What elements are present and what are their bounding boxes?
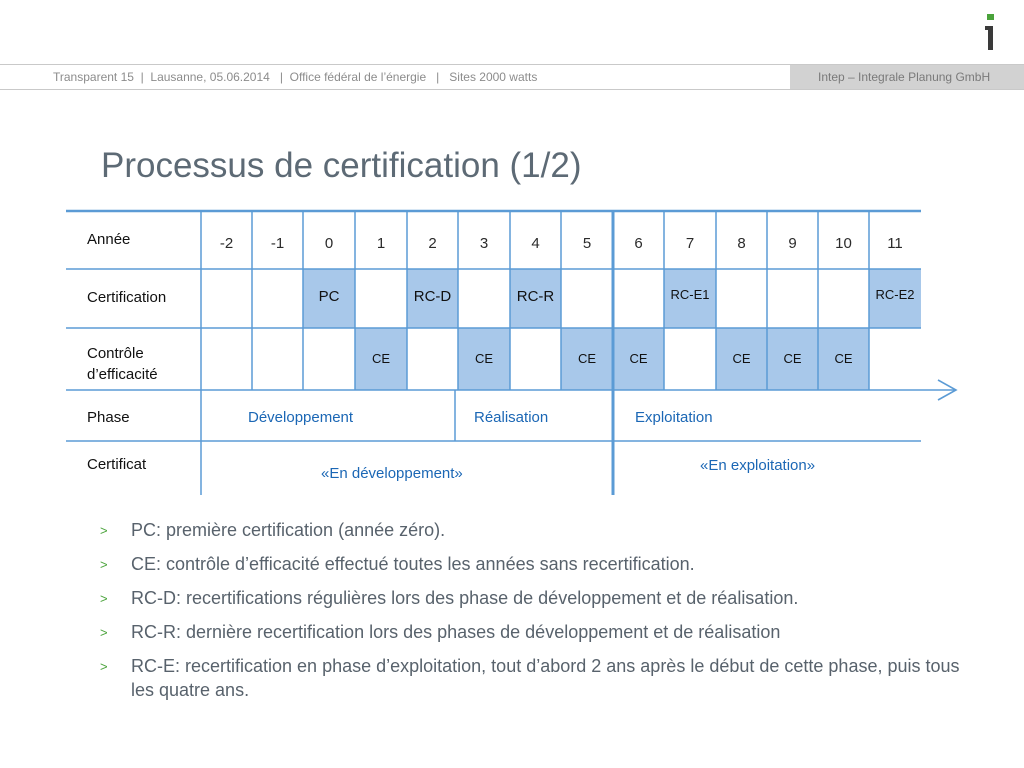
bullet-text: RC-R: dernière recertification lors des phases de développement et de réalisation — [131, 622, 781, 642]
cert-label: PC — [318, 288, 340, 305]
bullet-marker: > — [100, 557, 108, 572]
bullet-marker: > — [100, 591, 108, 606]
bullet-item — [100, 654, 980, 702]
cert-label: RC-E2 — [875, 287, 915, 302]
bullet-text: CE: contrôle d’efficacité effectué toutes les années sans recertification. — [131, 554, 695, 574]
slide-title: Processus de certification (1/2) — [101, 146, 582, 185]
ce-label: CE — [371, 351, 391, 366]
year-label: 3 — [479, 235, 489, 252]
company-name: Intep – Integrale Planung GmbH — [818, 70, 991, 84]
year-label: 1 — [376, 235, 386, 252]
year-label: -2 — [219, 235, 234, 252]
ce-label: CE — [732, 351, 751, 366]
year-label: 10 — [835, 235, 852, 252]
bullet-item — [100, 518, 980, 542]
bullet-item — [100, 586, 980, 610]
year-label: 6 — [634, 235, 643, 252]
ce-label: CE — [783, 351, 802, 366]
row-label-certification: Certification — [87, 289, 167, 306]
ce-label: CE — [629, 351, 648, 366]
cert-label: RC-R — [516, 288, 555, 305]
year-label: 9 — [788, 235, 797, 252]
certificat-exploitation: «En exploitation» — [700, 457, 816, 474]
ce-label: CE — [834, 351, 853, 366]
year-label: 7 — [685, 235, 695, 252]
certificat-developpement: «En développement» — [321, 465, 463, 482]
bullet-list — [100, 518, 980, 712]
year-label: 2 — [428, 235, 437, 252]
bullet-marker: > — [100, 523, 108, 538]
cert-label: RC-E1 — [670, 287, 710, 302]
bullet-marker: > — [100, 659, 108, 674]
cert-label: RC-D — [413, 288, 452, 305]
bullet-text: PC: première certification (année zéro). — [131, 520, 446, 540]
row-label-controle-2: d’efficacité — [87, 366, 158, 383]
bullet-text: RC-D: recertifications régulières lors des phase de développement et de réalisation. — [131, 588, 799, 608]
year-label: 4 — [531, 235, 540, 252]
bullet-text: RC-E: recertification en phase d’exploitation, tout d’abord 2 ans après le début de cette phase, puis tous les quatre ans. — [131, 656, 960, 700]
ce-label: CE — [577, 351, 597, 366]
phase-developpement: Développement — [248, 409, 354, 426]
row-label-year: Année — [87, 231, 131, 248]
ce-label: CE — [474, 351, 494, 366]
row-label-phase: Phase — [87, 409, 130, 426]
phase-exploitation: Exploitation — [635, 409, 713, 426]
year-label: 8 — [737, 235, 746, 252]
row-label-certificat: Certificat — [87, 456, 147, 473]
year-label: 11 — [887, 235, 903, 252]
row-label-controle: Contrôle — [87, 345, 144, 362]
phase-realisation: Réalisation — [474, 409, 549, 426]
year-label: 5 — [582, 235, 592, 252]
bullet-marker: > — [100, 625, 108, 640]
footer-info: Transparent 15 | Lausanne, 05.06.2014 | Office fédéral de l’énergie | Sites 2000 watts — [53, 70, 538, 84]
bullet-item — [100, 620, 980, 644]
year-label: -1 — [270, 235, 285, 252]
bullet-item — [100, 552, 980, 576]
year-label: 0 — [324, 235, 334, 252]
